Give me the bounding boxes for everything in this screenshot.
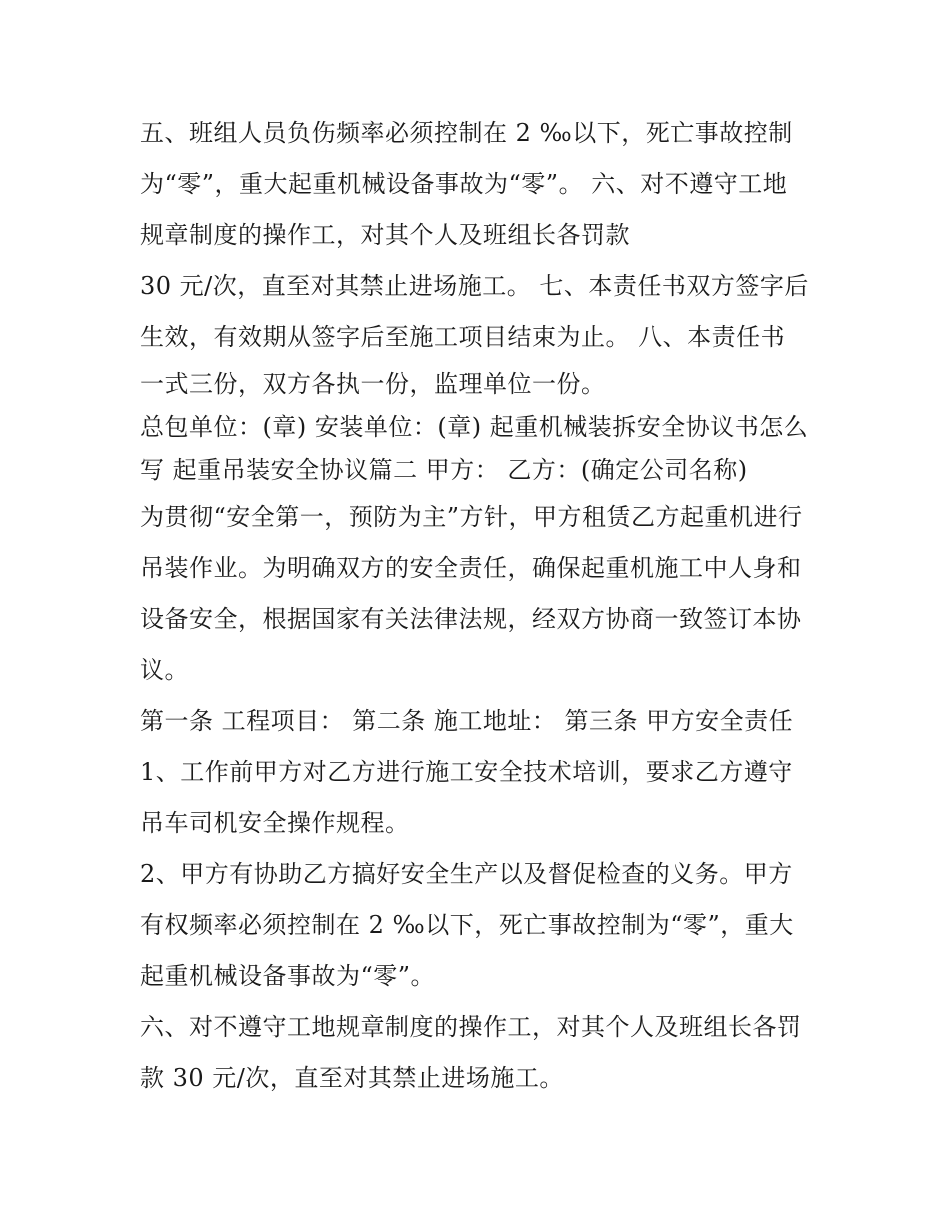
text-line: 一式三份，双方各执一份，监理单位一份。 xyxy=(140,370,606,398)
text-line: 总包单位：(章) 安装单位：(章) 起重机械装拆安全协议书怎么 xyxy=(140,413,809,441)
text-line: 起重机械设备事故为“零”。 xyxy=(140,962,436,990)
text-line: 六、对不遵守工地规章制度的操作工，对其个人及班组长各罚 xyxy=(140,1013,802,1041)
text-line: 吊车司机安全操作规程。 xyxy=(140,809,410,837)
text-line: 写 起重吊装安全协议篇二 甲方： 乙方：(确定公司名称) xyxy=(140,456,748,484)
text-line: 1、工作前甲方对乙方进行施工安全技术培训，要求乙方遵守 xyxy=(140,758,793,786)
text-line: 吊装作业。为明确双方的安全责任，确保起重机施工中人身和 xyxy=(140,554,802,582)
text-line: 30 元/次，直至对其禁止进场施工。 七、本责任书双方签字后 xyxy=(140,272,809,300)
text-line: 款 30 元/次，直至对其禁止进场施工。 xyxy=(140,1064,564,1092)
text-line: 有权频率必须控制在 2 ‰以下，死亡事故控制为“零”，重大 xyxy=(140,911,794,939)
text-line: 为贯彻“安全第一，预防为主”方针，甲方租赁乙方起重机进行 xyxy=(140,503,803,531)
text-line: 规章制度的操作工，对其个人及班组长各罚款 xyxy=(140,221,630,249)
text-line: 五、班组人员负伤频率必须控制在 2 ‰以下，死亡事故控制 xyxy=(140,119,793,147)
text-line: 第一条 工程项目： 第二条 施工地址： 第三条 甲方安全责任 xyxy=(140,707,794,735)
text-line: 设备安全，根据国家有关法律法规，经双方协商一致签订本协 xyxy=(140,605,802,633)
text-line: 生效，有效期从签字后至施工项目结束为止。 八、本责任书 xyxy=(140,323,786,351)
text-line: 为“零”，重大起重机械设备事故为“零”。 六、对不遵守工地 xyxy=(140,170,788,198)
text-line: 议。 xyxy=(140,656,189,684)
document-body xyxy=(140,108,830,1104)
text-line: 2、甲方有协助乙方搞好安全生产以及督促检查的义务。甲方 xyxy=(140,860,793,888)
